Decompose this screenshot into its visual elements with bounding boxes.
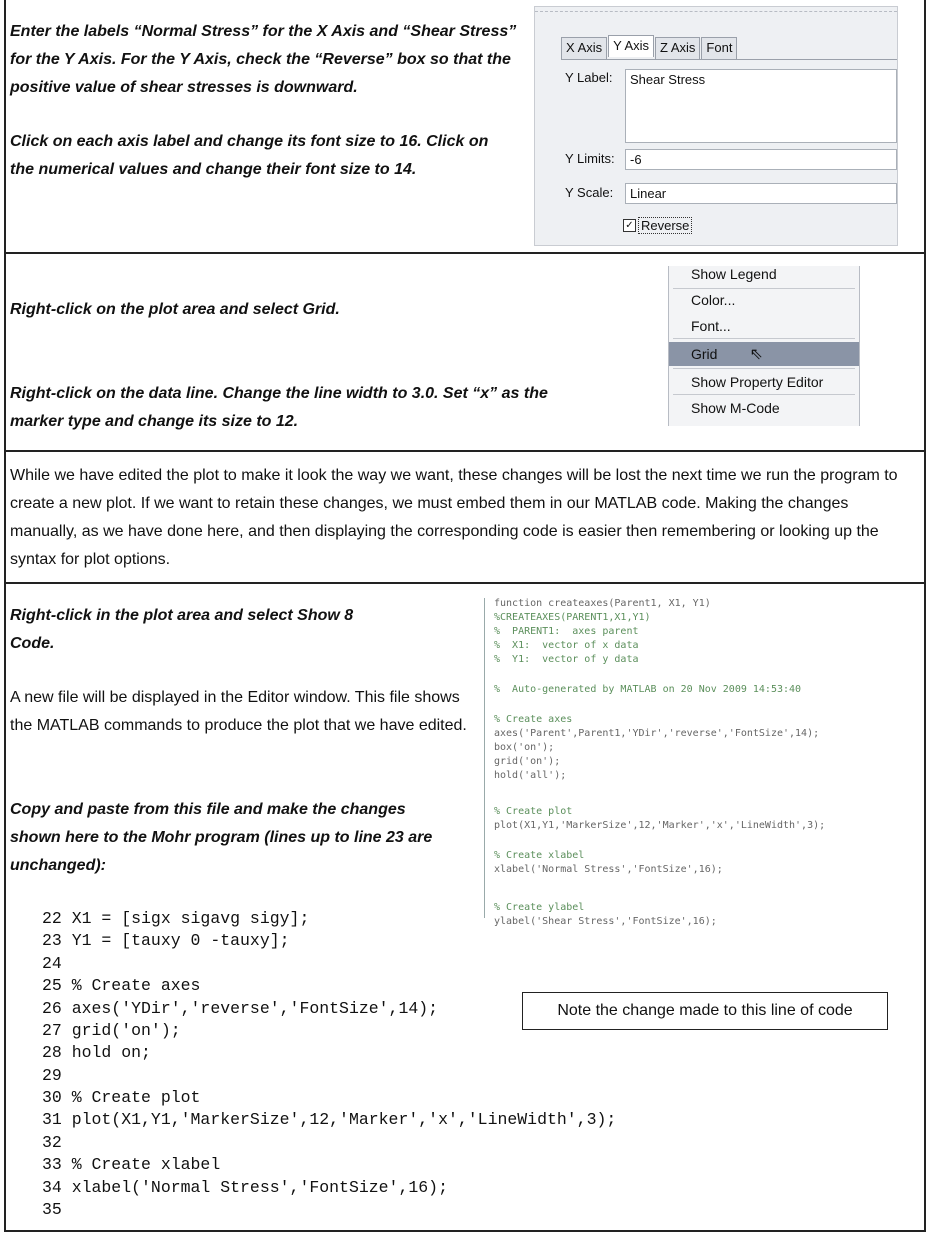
ylimits-label: Y Limits: (565, 151, 615, 166)
menu-separator (673, 368, 855, 369)
menu-item-font[interactable] (669, 314, 859, 338)
menu-item-label: Font... (691, 318, 731, 334)
editor-line: % Create ylabel (494, 902, 585, 913)
ylimits-input[interactable]: -6 (625, 149, 897, 170)
divider-3 (4, 582, 924, 584)
tab-y-axis[interactable]: Y Axis (608, 35, 654, 57)
editor-line: box('on'); (494, 742, 555, 753)
editor-line: %CREATEAXES(PARENT1,X1,Y1) (494, 612, 651, 623)
code-line-23: 23 Y1 = [tauxy 0 -tauxy]; (42, 931, 290, 950)
menu-item-show-mcode[interactable] (669, 396, 859, 420)
editor-line: grid('on'); (494, 756, 561, 767)
editor-line: xlabel('Normal Stress','FontSize',16); (494, 864, 723, 875)
menu-item-label: Grid (691, 346, 718, 362)
instruction-show-code: Right-click in the plot area and select Show 8 Code. (10, 607, 354, 652)
axis-property-dialog (534, 6, 898, 246)
menu-separator (673, 394, 855, 395)
code-change-note: Note the change made to this line of code (522, 992, 888, 1030)
editor-line: function createaxes(Parent1, X1, Y1) (494, 598, 711, 609)
editor-line: % PARENT1: axes parent (494, 626, 639, 637)
code-line-26: 26 axes('YDir','reverse','FontSize',14); (42, 999, 439, 1018)
explanation-paragraph: While we have edited the plot to make it look the way we want, these changes will be lost the next time we run the program to create a new plot. If we want to retain these changes, we must embed them in our MATLAB code. Making the changes manually, as we have done here, and then displaying the corresponding code is easier then remembering or looking up the syntax for plot options. (10, 467, 898, 568)
editor-line: plot(X1,Y1,'MarkerSize',12,'Marker','x','LineWidth',3); (494, 820, 826, 831)
yscale-select[interactable]: Linear (625, 183, 897, 204)
menu-item-color[interactable] (669, 288, 859, 312)
axis-tabs (561, 37, 738, 59)
instruction-font-size: Click on each axis label and change its font size to 16. Click on the numerical values and change their font size to 14. (10, 133, 489, 178)
instruction-line-width: Right-click on the data line. Change the line width to 3.0. Set “x” as the marker type and change its size to 12. (10, 385, 548, 430)
code-line-34: 34 xlabel('Normal Stress','FontSize',16); (42, 1178, 448, 1197)
menu-item-property-editor[interactable] (669, 370, 859, 394)
code-line-24: 24 (42, 954, 62, 973)
code-line-29: 29 (42, 1066, 62, 1085)
yscale-label: Y Scale: (565, 185, 614, 200)
instruction-grid: Right-click on the plot area and select Grid. (10, 301, 340, 318)
code-line-31: 31 plot(X1,Y1,'MarkerSize',12,'Marker','x','LineWidth',3); (42, 1110, 617, 1129)
code-line-27: 27 grid('on'); (42, 1021, 181, 1040)
code-line-22: 22 X1 = [sigx sigavg sigy]; (42, 909, 310, 928)
editor-line: % Create axes (494, 714, 573, 725)
editor-gutter (484, 598, 491, 918)
divider-2 (4, 450, 924, 452)
menu-item-label: Show Legend (691, 266, 777, 282)
ylabel-input[interactable]: Shear Stress (625, 69, 897, 143)
instruction-labels: Enter the labels “Normal Stress” for the X Axis and “Shear Stress” for the Y Axis. For the Y Axis, check the “Reverse” box so that the positive value of shear stresses is downward. (10, 23, 517, 96)
editor-code-window (482, 596, 922, 926)
code-line-30: 30 % Create plot (42, 1088, 201, 1107)
editor-explanation: A new file will be displayed in the Editor window. This file shows the MATLAB commands to produce the plot that we have edited. (10, 689, 467, 734)
tab-divider (561, 59, 897, 60)
dialog-top-border (535, 11, 897, 12)
editor-line: axes('Parent',Parent1,'YDir','reverse','FontSize',14); (494, 728, 820, 739)
editor-line: % Create plot (494, 806, 573, 817)
reverse-checkbox[interactable] (623, 217, 692, 234)
editor-line: % Auto-generated by MATLAB on 20 Nov 2009 14:53:40 (494, 684, 802, 695)
editor-line: % X1: vector of x data (494, 640, 639, 651)
ylabel-label: Y Label: (565, 70, 613, 85)
context-menu (668, 266, 860, 426)
menu-item-label: Show M-Code (691, 400, 780, 416)
code-line-32: 32 (42, 1133, 62, 1152)
tab-font[interactable]: Font (701, 37, 737, 59)
editor-line: % Create xlabel (494, 850, 585, 861)
code-line-25: 25 % Create axes (42, 976, 201, 995)
instruction-copy-paste: Copy and paste from this file and make the changes shown here to the Mohr program (lines up to line 23 are unchanged): (10, 801, 433, 874)
checkmark-icon: ✓ (623, 219, 636, 232)
code-line-28: 28 hold on; (42, 1043, 151, 1062)
menu-separator (673, 338, 855, 339)
editor-line: % Y1: vector of y data (494, 654, 639, 665)
menu-item-label: Color... (691, 292, 736, 308)
tab-z-axis[interactable]: Z Axis (655, 37, 700, 59)
menu-item-label: Show Property Editor (691, 374, 824, 390)
code-line-33: 33 % Create xlabel (42, 1155, 221, 1174)
menu-item-show-legend[interactable] (669, 262, 859, 286)
cursor-icon: ⇖ (749, 346, 763, 363)
menu-item-grid[interactable] (669, 342, 859, 366)
editor-line: hold('all'); (494, 770, 567, 781)
tab-x-axis[interactable]: X Axis (561, 37, 607, 59)
reverse-label: Reverse (638, 217, 692, 234)
code-line-35: 35 (42, 1200, 62, 1219)
editor-line: ylabel('Shear Stress','FontSize',16); (494, 916, 717, 927)
divider-1 (4, 252, 924, 254)
